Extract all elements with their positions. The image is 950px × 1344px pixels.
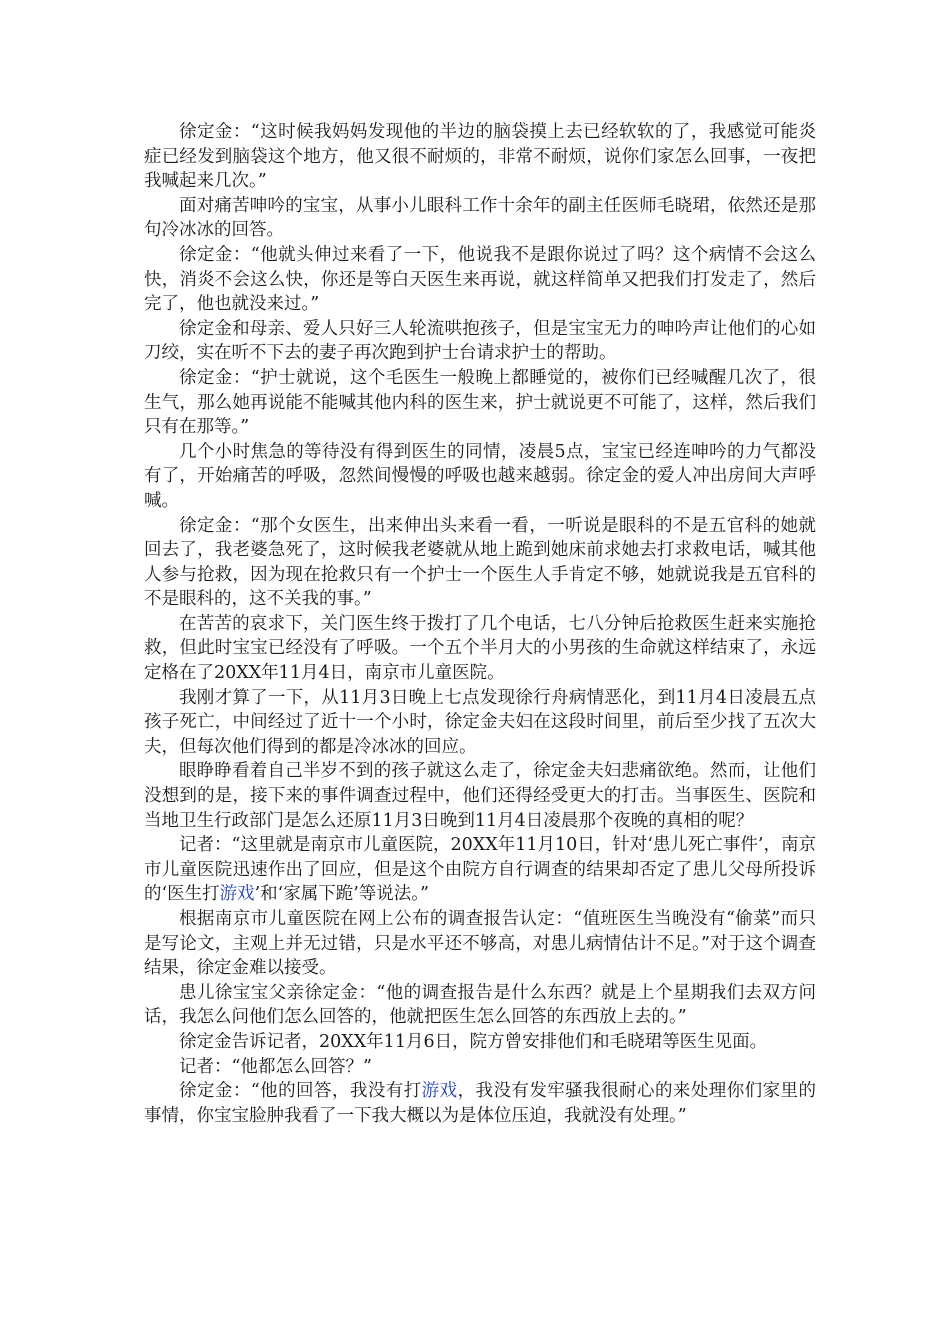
game-link[interactable]: 游戏: [421, 1081, 458, 1102]
paragraph-9: 我刚才算了一下，从11月3日晚上七点发现徐行舟病情恶化，到11月4日凌晨五点孩子死亡，中间经过了近十一个小时，徐定金夫妇在这段时间里，前后至少找了五次大夫，但每次他们得到的都是冷冰冰的回应。: [144, 687, 816, 757]
paragraph-7: 徐定金：“那个女医生，出来伸出头来看一看，一听说是眼科的不是五官科的她就回去了，我老婆急死了，这时候我老婆就从地上跪到她床前求她去打求救电话，喊其他人参与抢救，因为现在抢救只有一个护士一个医生人手肯定不够，她就说我是五官科的不是眼科的，这不关我的事。”: [144, 515, 816, 610]
paragraph-12: 根据南京市儿童医院在网上公布的调查报告认定：“值班医生当晚没有“偷菜”而只是写论文，主观上并无过错，只是水平还不够高，对患儿病情估计不足。”对于这个调查结果，徐定金难以接受。: [144, 909, 816, 979]
paragraph-11-text-after: ’和‘家属下跪’等说法。”: [254, 884, 429, 905]
game-link[interactable]: 游戏: [219, 884, 255, 905]
paragraph-5: 徐定金：“护士就说，这个毛医生一般晚上都睡觉的，被你们已经喊醒几次了，很生气，那么她再说能不能喊其他内科的医生来，护士就说更不可能了，这样，然后我们只有在那等。”: [144, 367, 816, 438]
paragraph-11: [144, 833, 816, 907]
paragraph-2: 面对痛苦呻吟的宝宝，从事小儿眼科工作十余年的副主任医师毛晓珺，依然还是那句冷冰冰的回答。: [144, 195, 816, 241]
paragraph-8: 在苦苦的哀求下，关门医生终于拨打了几个电话，七八分钟后抢救医生赶来实施抢救，但此时宝宝已经没有了呼吸。一个五个半月大的小男孩的生命就这样结束了，永远定格在了20XX年11月4日，南京市儿童医院。: [144, 613, 816, 684]
paragraph-16-text-before: 徐定金：“他的回答，我没有打: [179, 1081, 422, 1102]
paragraph-6: 几个小时焦急的等待没有得到医生的同情，凌晨5点，宝宝已经连呻吟的力气都没有了，开始痛苦的呼吸，忽然间慢慢的呼吸也越来越弱。徐定金的爱人冲出房间大声呼喊。: [144, 441, 816, 511]
paragraph-11-text-before: 记者：“这里就是南京市儿童医院，20XX年11月10日，针对‘患儿死亡事件’，南京市儿童医院迅速作出了回应，但是这个由院方自行调查的结果却否定了患儿父母所投诉的‘医生打: [144, 835, 816, 905]
paragraph-14: 徐定金告诉记者，20XX年11月6日，院方曾安排他们和毛晓珺等医生见面。: [179, 1031, 768, 1052]
paragraph-4: 徐定金和母亲、爱人只好三人轮流哄抱孩子，但是宝宝无力的呻吟声让他们的心如刀绞，实在听不下去的妻子再次跑到护士台请求护士的帮助。: [144, 318, 816, 364]
document-body: [144, 120, 816, 1128]
paragraph-3: 徐定金：“他就头伸过来看了一下，他说我不是跟你说过了吗？这个病情不会这么快，消炎不会这么快，你还是等白天医生来再说，就这样简单又把我们打发走了，然后完了，他也就没来过。”: [144, 244, 816, 315]
paragraph-16-text-after: ，我没有发牢骚我很耐心的来处理你们家里的事情，你宝宝脸肿我看了一下我大概以为是体位压迫，我就没有处理。”: [144, 1081, 817, 1126]
paragraph-13: 患儿徐宝宝父亲徐定金：“他的调查报告是什么东西？就是上个星期我们去双方问话，我怎么问他们怎么回答的，他就把医生怎么回答的东西放上去的。”: [144, 982, 816, 1028]
paragraph-10: 眼睁睁看着自己半岁不到的孩子就这么走了，徐定金夫妇悲痛欲绝。然而，让他们没想到的是，接下来的事件调查过程中，他们还得经受更大的打击。当事医生、医院和当地卫生行政部门是怎么还原11月3日晚到11月4日凌晨那个夜晚的真相的呢？: [144, 761, 816, 831]
paragraph-15: 记者：“他都怎么回答？”: [179, 1056, 372, 1077]
paragraph-1: 徐定金：“这时候我妈妈发现他的半边的脑袋摸上去已经软软的了，我感觉可能炎症已经发到脑袋这个地方，他又很不耐烦的，非常不耐烦，说你们家怎么回事，一夜把我喊起来几次。”: [144, 122, 816, 192]
paragraph-16: [144, 1079, 816, 1128]
